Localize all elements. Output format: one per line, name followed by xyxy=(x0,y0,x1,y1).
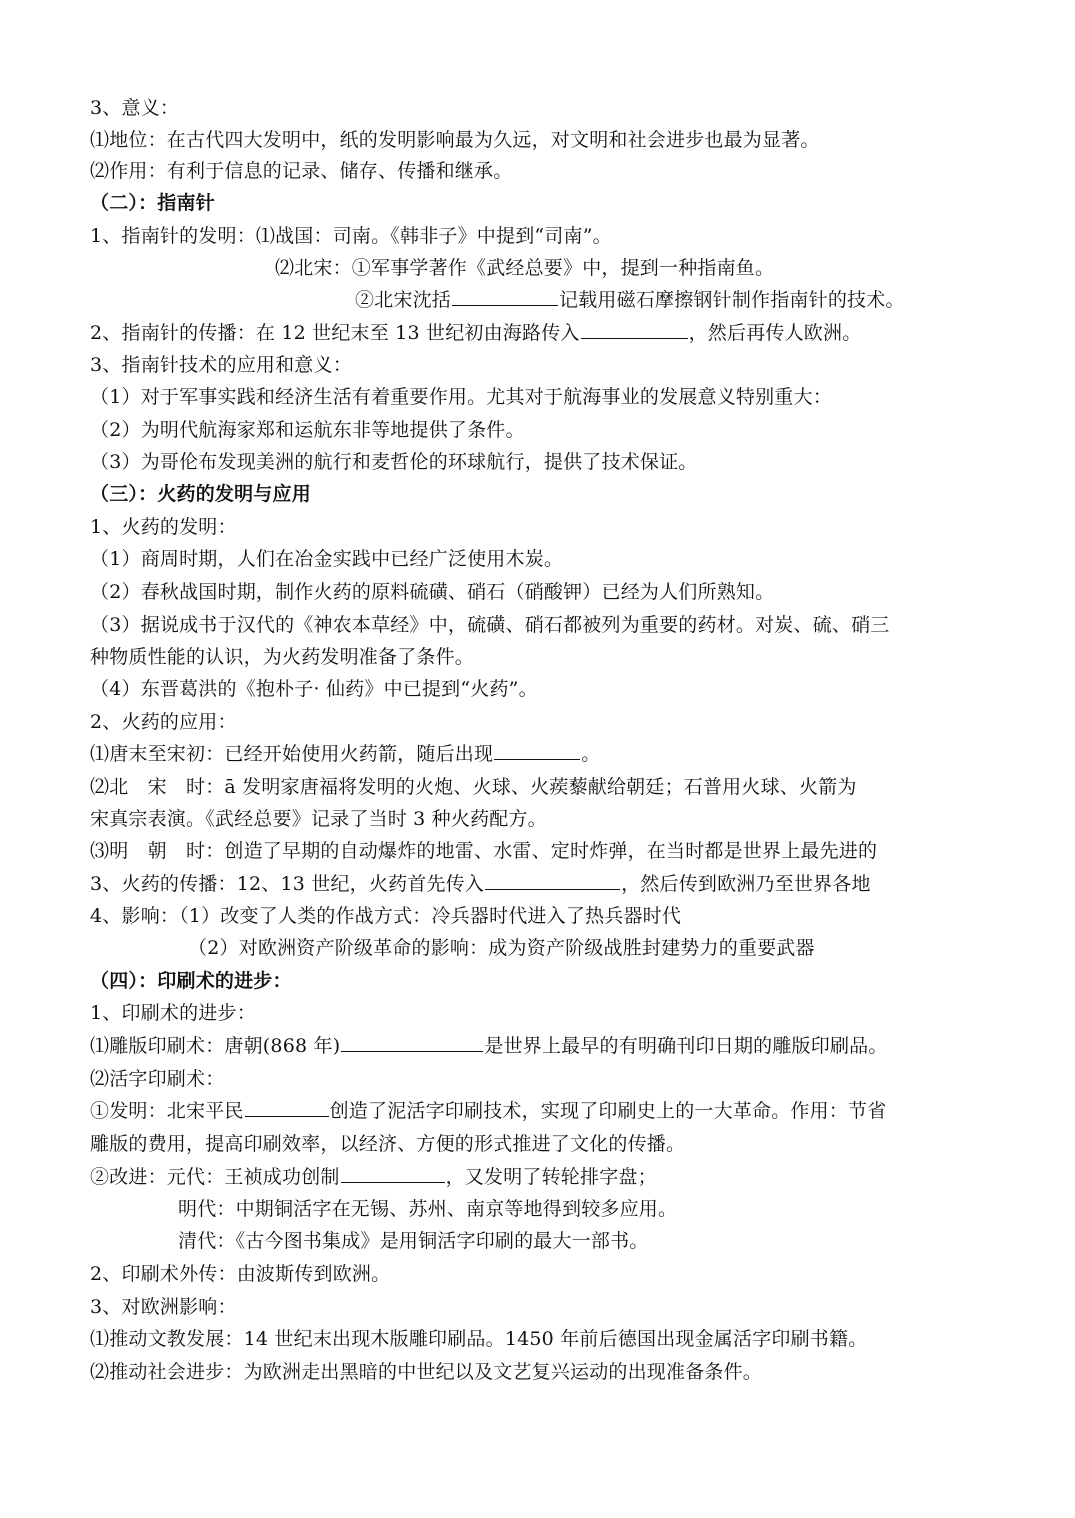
line-text-after-blank: ，然后再传人欧洲。 xyxy=(688,322,862,344)
line-text: ⑵北 宋 时：ā 发明家唐福将发明的火炮、火球、火蒺藜献给朝廷；石普用火球、火箭为 xyxy=(90,776,857,798)
line-text-after-blank: ，然后传到欧洲乃至世界各地 xyxy=(621,873,871,895)
text-line xyxy=(90,579,774,605)
fill-in-blank xyxy=(245,1098,329,1117)
line-text: （2）春秋战国时期，制作火药的原料硫磺、硝石（硝酸钾）已经为人们所熟知。 xyxy=(90,581,775,603)
line-text-after-blank: 。 xyxy=(581,743,601,765)
text-line xyxy=(90,352,352,378)
fill-in-blank xyxy=(485,871,620,890)
text-line xyxy=(90,1033,888,1059)
line-text: （四）：印刷术的进步： xyxy=(90,970,292,992)
line-text: ⑵活字印刷术： xyxy=(90,1068,225,1090)
text-line xyxy=(90,1326,867,1352)
text-line xyxy=(90,1000,256,1026)
text-line xyxy=(90,158,512,184)
fill-in-blank xyxy=(452,287,558,306)
line-text-after-blank: 是世界上最早的有明确刊印日期的雕版印刷品。 xyxy=(484,1035,888,1057)
text-line xyxy=(90,903,681,929)
text-line xyxy=(90,546,563,572)
text-line xyxy=(90,774,857,800)
line-text: ⑴地位：在古代四大发明中，纸的发明影响最为久远，对文明和社会进步也最为显著。 xyxy=(90,129,820,151)
text-line xyxy=(90,417,525,443)
line-text: 种物质性能的认识，为火药发明准备了条件。 xyxy=(90,646,475,668)
line-text: （3）据说成书于汉代的《神农本草经》中，硫磺、硝石都被列为重要的药材。对炭、硫、硝三 xyxy=(90,614,890,636)
text-line xyxy=(90,741,600,767)
text-line xyxy=(90,1098,886,1124)
text-line xyxy=(90,871,871,897)
text-line xyxy=(178,1228,649,1254)
line-text-after-blank: 记载用磁石摩擦钢针制作指南针的技术。 xyxy=(559,289,905,311)
text-line xyxy=(90,806,547,832)
text-line xyxy=(90,709,237,735)
line-text: （二）：指南针 xyxy=(90,192,215,214)
text-line xyxy=(178,1196,677,1222)
text-line xyxy=(90,95,179,121)
text-line xyxy=(188,935,815,961)
text-line xyxy=(90,320,861,346)
line-text: 2、火药的应用： xyxy=(90,711,237,733)
line-text: （3）为哥伦布发现美洲的航行和麦哲伦的环球航行，提供了技术保证。 xyxy=(90,451,698,473)
text-line xyxy=(90,1294,237,1320)
section-heading-gunpowder xyxy=(90,481,311,507)
text-line xyxy=(90,223,612,249)
text-line xyxy=(90,644,474,670)
text-line xyxy=(90,1164,657,1190)
text-line xyxy=(90,384,832,410)
line-text: 3、意义： xyxy=(90,97,180,119)
text-line xyxy=(90,1066,224,1092)
text-line xyxy=(355,287,905,313)
line-text: ⑵北宋：①军事学著作《武经总要》中，提到一种指南鱼。 xyxy=(275,257,775,279)
line-text: 1、指南针的发明：⑴战国：司南。《韩非子》中提到“司南”。 xyxy=(90,225,612,247)
fill-in-blank xyxy=(341,1033,483,1052)
line-text: 3、指南针技术的应用和意义： xyxy=(90,354,352,376)
text-line xyxy=(90,1359,762,1385)
line-text: 3、火药的传播：12、13 世纪，火药首先传入 xyxy=(90,873,485,895)
line-text: 清代：《古今图书集成》是用铜活字印刷的最大一部书。 xyxy=(178,1230,649,1252)
line-text-after-blank: ，又发明了转轮排字盘； xyxy=(445,1166,657,1188)
fill-in-blank xyxy=(341,1164,445,1183)
line-text: ⑵作用：有利于信息的记录、储存、传播和继承。 xyxy=(90,160,513,182)
line-text: 2、印刷术外传：由波斯传到欧洲。 xyxy=(90,1263,391,1285)
line-text: ⑴雕版印刷术：唐朝(868 年) xyxy=(90,1035,341,1057)
line-text: ⑴唐末至宋初：已经开始使用火药箭，随后出现 xyxy=(90,743,494,765)
text-line xyxy=(90,514,237,540)
line-text: ⑴推动文教发展：14 世纪末出现木版雕印刷品。1450 年前后德国出现金属活字印刷书籍。 xyxy=(90,1328,868,1350)
text-line xyxy=(90,127,820,153)
line-text: ⑵推动社会进步：为欧洲走出黑暗的中世纪以及文艺复兴运动的出现准备条件。 xyxy=(90,1361,763,1383)
line-text: 雕版的费用，提高印刷效率，以经济、方便的形式推进了文化的传播。 xyxy=(90,1133,686,1155)
line-text: 宋真宗表演。《武经总要》记录了当时 3 种火药配方。 xyxy=(90,808,547,830)
line-text: 1、印刷术的进步： xyxy=(90,1002,256,1024)
line-text: 4、影响：（1）改变了人类的作战方式：冷兵器时代进入了热兵器时代 xyxy=(90,905,682,927)
line-text: （1）对于军事实践和经济生活有着重要作用。尤其对于航海事业的发展意义特别重大： xyxy=(90,386,832,408)
text-line xyxy=(90,449,698,475)
line-text: （1）商周时期，人们在冶金实践中已经广泛使用木炭。 xyxy=(90,548,564,570)
line-text: （2）对欧洲资产阶级革命的影响：成为资产阶级战胜封建势力的重要武器 xyxy=(188,937,815,959)
text-line xyxy=(90,838,877,864)
line-text: 1、火药的发明： xyxy=(90,516,237,538)
text-line xyxy=(90,676,538,702)
fill-in-blank xyxy=(581,320,688,339)
text-line xyxy=(90,1261,390,1287)
line-text: （4）东晋葛洪的《抱朴子· 仙药》中已提到“火药”。 xyxy=(90,678,538,700)
text-line xyxy=(275,255,774,281)
line-text: 明代：中期铜活字在无锡、苏州、南京等地得到较多应用。 xyxy=(178,1198,678,1220)
text-line xyxy=(90,1131,685,1157)
text-line xyxy=(90,612,890,638)
line-text: ⑶明 朝 时：创造了早期的自动爆炸的地雷、水雷、定时炸弹，在当时都是世界上最先进的 xyxy=(90,840,878,862)
line-text: ①发明：北宋平民 xyxy=(90,1100,244,1122)
line-text: （2）为明代航海家郑和运航东非等地提供了条件。 xyxy=(90,419,525,441)
line-text: 3、对欧洲影响： xyxy=(90,1296,237,1318)
line-text-after-blank: 创造了泥活字印刷技术，实现了印刷史上的一大革命。作用：节省 xyxy=(329,1100,887,1122)
section-heading-compass xyxy=(90,190,215,216)
section-heading-printing xyxy=(90,968,292,994)
line-text: ②改进：元代：王祯成功创制 xyxy=(90,1166,340,1188)
line-text: （三）：火药的发明与应用 xyxy=(90,483,311,505)
line-text: ②北宋沈括 xyxy=(355,289,452,311)
line-text: 2、指南针的传播：在 12 世纪末至 13 世纪初由海路传入 xyxy=(90,322,580,344)
fill-in-blank xyxy=(494,741,580,760)
